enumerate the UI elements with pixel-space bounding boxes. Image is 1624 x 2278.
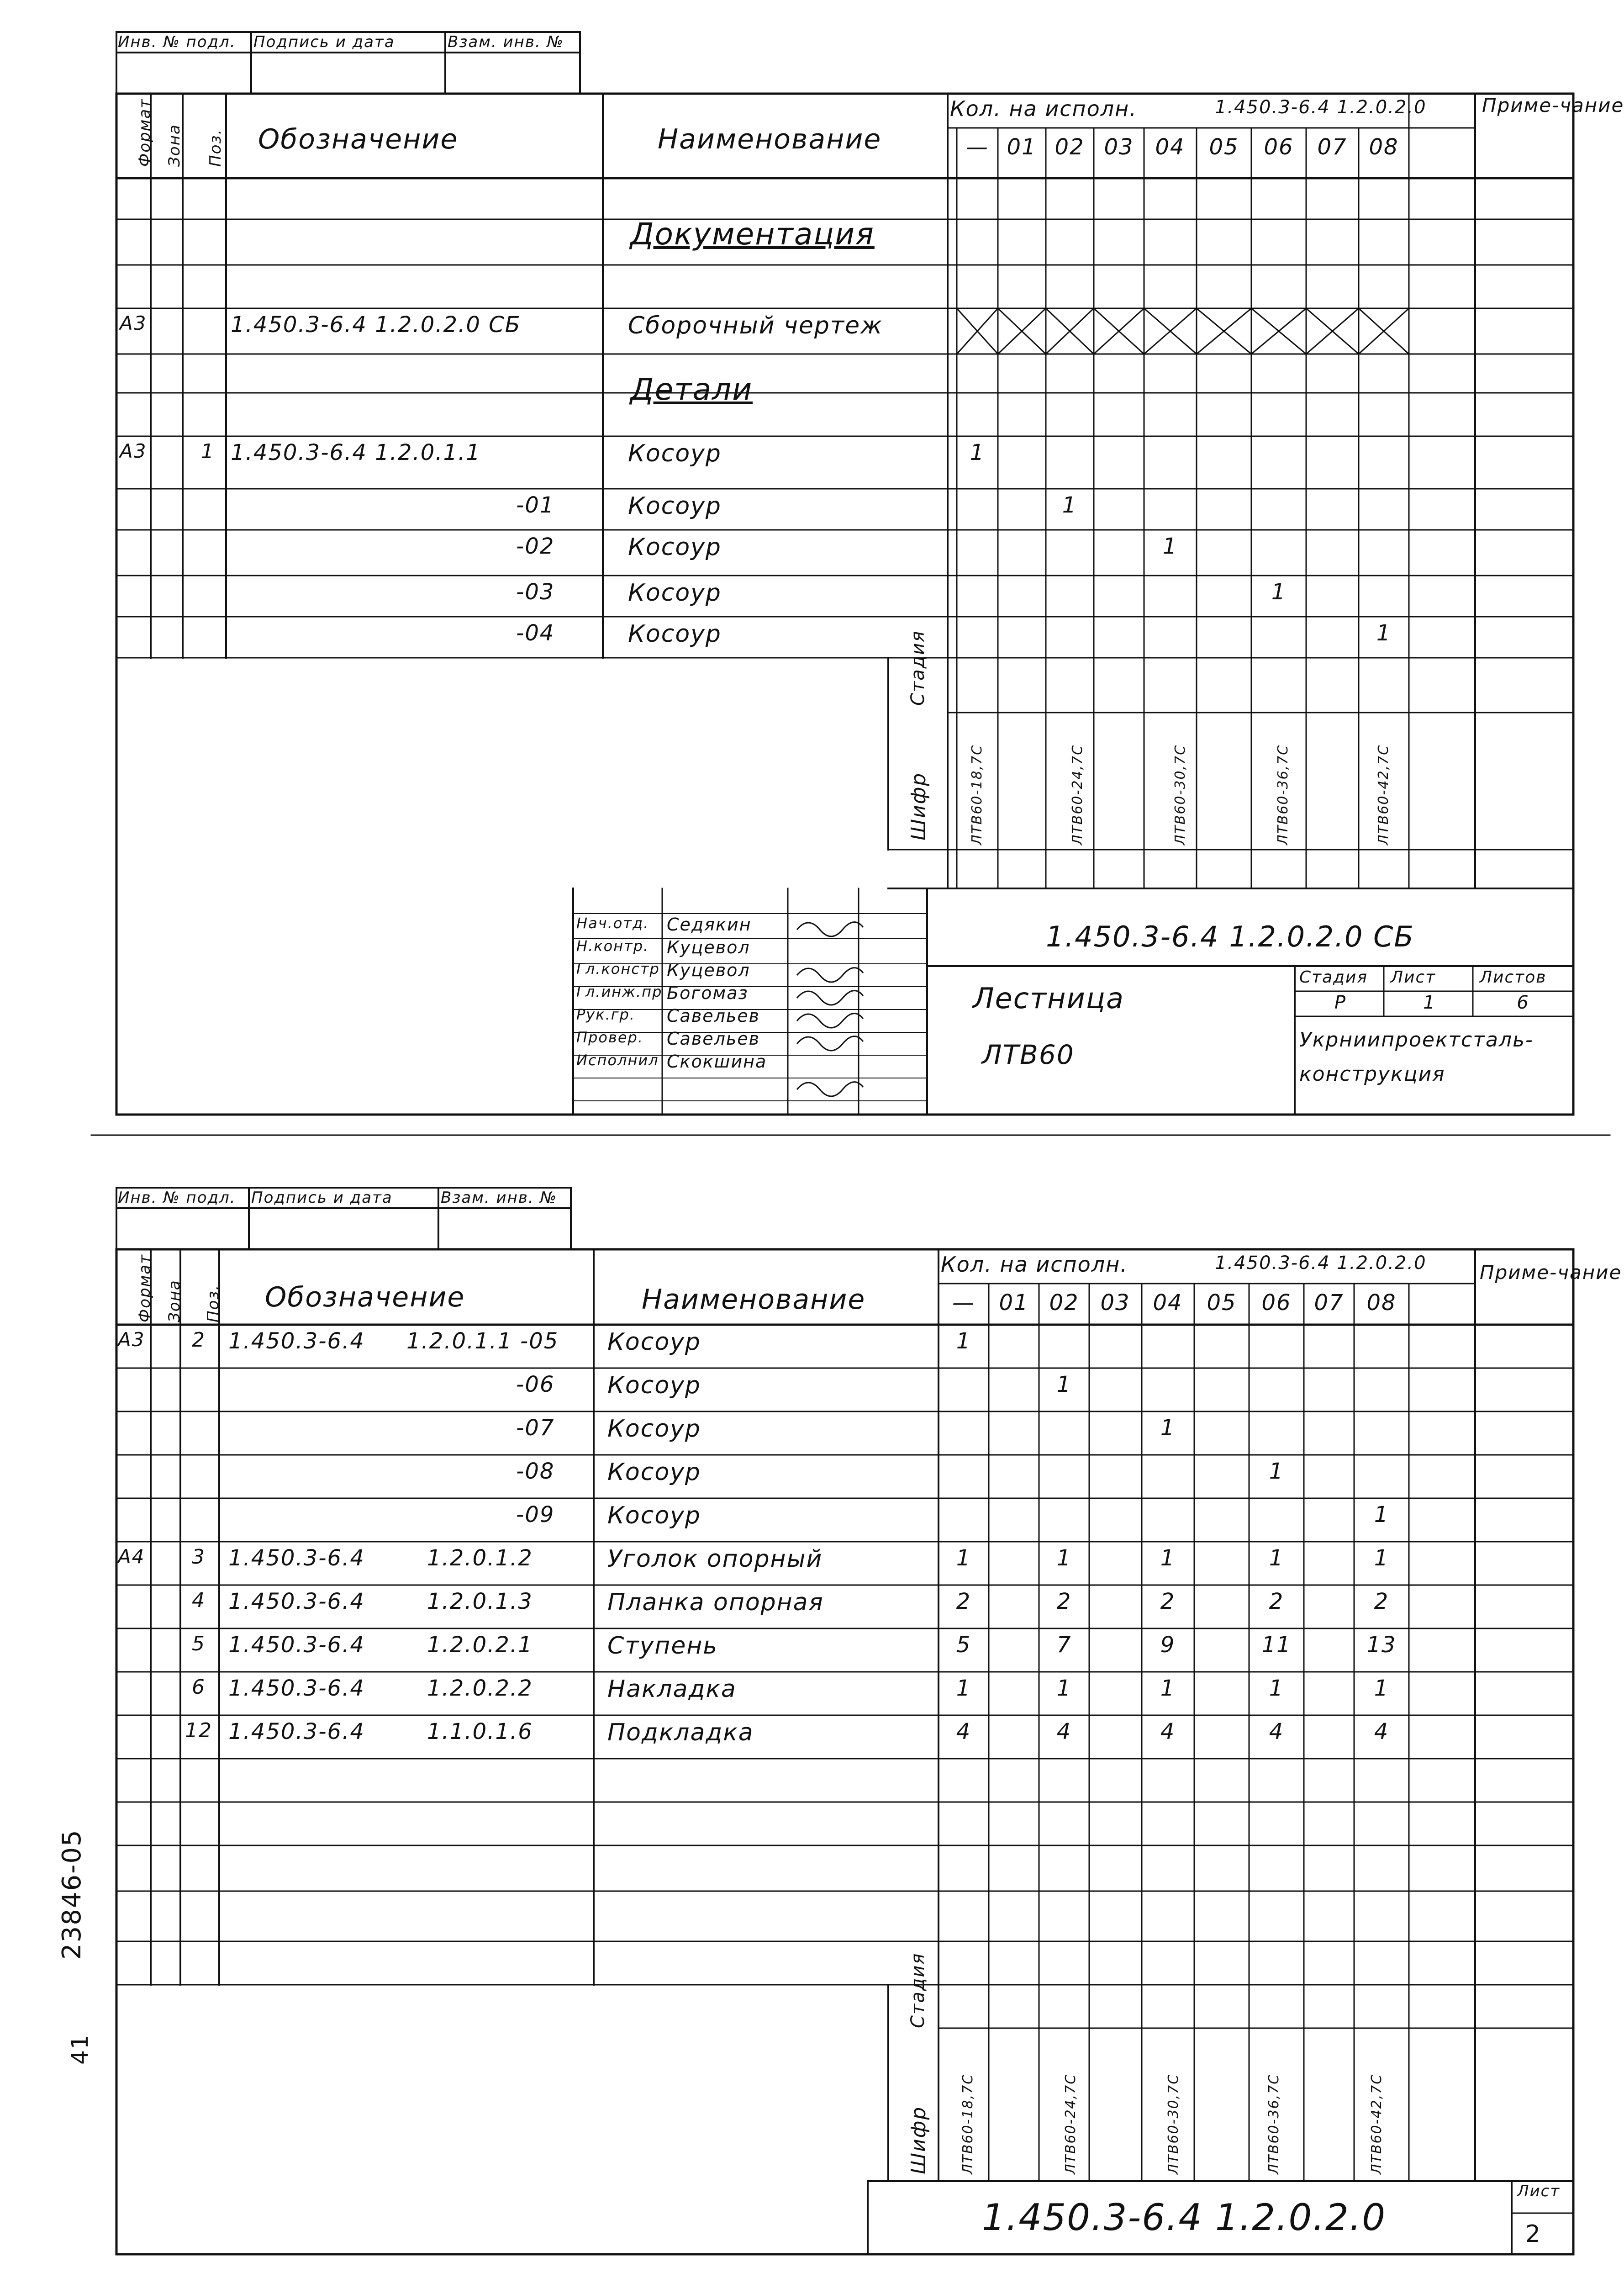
signer-name: Богомаз (667, 983, 749, 1003)
row-quantity-2: 1 (1160, 1415, 1176, 1441)
row-quantity-2: 1 (1269, 1545, 1284, 1571)
row-designation: -03 (516, 579, 555, 605)
signer-role: Н.контр. (576, 937, 649, 955)
organization-line-1: Укрниипроектсталь- (1299, 1028, 1534, 1052)
header-zone-2: Зона (165, 1279, 184, 1322)
variant-07: 07 (1317, 134, 1347, 160)
section-heading: Детали (630, 372, 753, 407)
row-position: 1 (201, 440, 215, 463)
row-quantity-2: 2 (1056, 1589, 1072, 1614)
header-designation: Обозначение (258, 123, 459, 155)
row-quantity-2: 1 (1374, 1545, 1389, 1571)
row-quantity-2: 7 (1056, 1632, 1072, 1658)
stadia-label: Стадия (907, 630, 928, 706)
variant-code: ЛТВ60-30,7С (1172, 744, 1188, 845)
signer-name: Куцевол (667, 960, 750, 980)
header-format-2: Формат (136, 1254, 154, 1322)
signer-role: Нач.отд. (576, 914, 649, 932)
signature-mark (797, 1082, 863, 1096)
row-name: Сборочный чертеж (628, 312, 883, 339)
row-designation-b-2: 1.2.0.2.1 (427, 1632, 533, 1658)
row-quantity-2: 1 (1269, 1675, 1284, 1701)
variant-2-06: 06 (1261, 1290, 1292, 1316)
archive-number: 23846-05 (57, 1829, 87, 1960)
row-quantity-2: 5 (956, 1632, 971, 1658)
variant-base: — (966, 134, 989, 160)
variant-05: 05 (1209, 134, 1239, 160)
variant-code: ЛТВ60-36,7С (1275, 744, 1291, 845)
row-quantity-2: 13 (1366, 1632, 1397, 1658)
row-designation: 1.450.3-6.4 1.2.0.2.0 СБ (231, 312, 521, 338)
document-code-2: 1.450.3-6.4 1.2.0.2.0 (982, 2196, 1387, 2239)
row-quantity-2: 1 (1056, 1675, 1072, 1701)
title-line-1: Лестница (973, 982, 1124, 1015)
row-name-2: Уголок опорный (607, 1545, 823, 1573)
row-quantity-2: 11 (1261, 1632, 1292, 1658)
header-quantity-2: Кол. на исполн. (941, 1252, 1128, 1277)
signer-name: Савельев (667, 1029, 760, 1049)
section-heading: Документация (630, 217, 875, 252)
row-name-2: Косоур (607, 1502, 701, 1529)
variant-08: 08 (1369, 134, 1399, 160)
header-format: Формат (136, 98, 154, 167)
signature-mark (797, 1014, 863, 1028)
variant-code: ЛТВ60-42,7С (1376, 744, 1392, 845)
page-number: 41 (67, 2034, 93, 2065)
variant-2-07: 07 (1314, 1290, 1344, 1316)
row-format-2: А3 (118, 1328, 145, 1351)
row-quantity: 1 (1062, 492, 1077, 518)
row-position-2: 3 (192, 1545, 206, 1569)
row-name: Косоур (628, 534, 722, 561)
row-name: Косоур (628, 579, 722, 607)
signer-name: Савельев (667, 1006, 760, 1026)
row-quantity-2: 1 (1160, 1675, 1176, 1701)
row-format: А3 (120, 312, 147, 334)
row-designation-a-2: 1.450.3-6.4 (228, 1632, 365, 1658)
shifr-label: Шифр (907, 772, 930, 840)
row-position-2: 12 (185, 1719, 212, 1742)
header-quantity-code: 1.450.3-6.4 1.2.0.2.0 (1215, 97, 1427, 118)
row-format: А3 (120, 440, 147, 462)
header-zone: Зона (165, 124, 184, 167)
stadia-label-2: Стадия (907, 1952, 928, 2028)
row-quantity-2: 1 (1374, 1675, 1389, 1701)
row-quantity-2: 9 (1160, 1632, 1176, 1658)
signer-role: Гл.инж.пр (576, 983, 663, 1000)
row-name: Косоур (628, 440, 722, 467)
row-name: Косоур (628, 620, 722, 648)
row-name: Косоур (628, 492, 722, 520)
row-name-2: Косоур (607, 1459, 701, 1486)
signature-mark (797, 991, 863, 1005)
header-name-2: Наименование (642, 1284, 866, 1316)
header-position-2: Поз. (204, 1284, 222, 1322)
row-designation-b-2: -07 (516, 1415, 555, 1441)
variant-code: ЛТВ60-18,7С (969, 744, 985, 845)
inventory-label-2: Инв. № подл. (118, 1189, 236, 1207)
signature-mark (797, 968, 863, 982)
variant-code-2: ЛТВ60-42,7С (1369, 2073, 1385, 2174)
variant-01: 01 (1007, 134, 1037, 160)
variant-2-08: 08 (1366, 1290, 1397, 1316)
row-designation-a-2: 1.450.3-6.4 (228, 1328, 365, 1354)
row-position-2: 5 (192, 1632, 206, 1655)
row-quantity-2: 2 (1269, 1589, 1284, 1614)
header-quantity: Кол. на исполн. (950, 96, 1137, 121)
row-position-2: 6 (192, 1675, 206, 1699)
row-name-2: Косоур (607, 1328, 701, 1356)
row-designation-b-2: 1.1.0.1.6 (427, 1719, 533, 1744)
stadia-header: Стадия (1299, 968, 1368, 987)
row-quantity: 1 (1162, 534, 1178, 559)
row-quantity-2: 4 (1160, 1719, 1176, 1744)
replace-inventory-label-2: Взам. инв. № (441, 1189, 557, 1207)
signer-name: Куцевол (667, 937, 750, 957)
row-quantity-2: 4 (1374, 1719, 1389, 1744)
signature-mark (797, 922, 863, 936)
row-designation-b-2: 1.2.0.1.1 -05 (406, 1328, 559, 1354)
header-name: Наименование (658, 123, 882, 155)
document-code: 1.450.3-6.4 1.2.0.2.0 СБ (1046, 920, 1414, 953)
header-quantity-code-2: 1.450.3-6.4 1.2.0.2.0 (1215, 1253, 1427, 1274)
shifr-label-2: Шифр (907, 2106, 930, 2174)
row-name-2: Ступень (607, 1632, 718, 1660)
variant-2-base: — (952, 1290, 975, 1316)
variant-02: 02 (1055, 134, 1085, 160)
row-designation-b-2: 1.2.0.1.2 (427, 1545, 533, 1571)
row-designation: 1.450.3-6.4 1.2.0.1.1 (231, 440, 481, 465)
signer-name: Седякин (667, 914, 752, 935)
sheet-value: 1 (1423, 992, 1436, 1013)
signature-date-label: Подпись и дата (253, 33, 395, 51)
header-note-2: Приме-чание (1480, 1261, 1622, 1284)
row-designation: -02 (516, 534, 555, 559)
row-quantity: 1 (1376, 620, 1392, 646)
row-quantity: 1 (1271, 579, 1287, 605)
row-quantity-2: 1 (956, 1328, 971, 1354)
sheets-header: Листов (1480, 968, 1547, 987)
header-designation-2: Обозначение (265, 1281, 465, 1313)
variant-code-2: ЛТВ60-36,7С (1266, 2073, 1282, 2174)
row-quantity-2: 4 (1269, 1719, 1284, 1744)
row-name-2: Косоур (607, 1415, 701, 1443)
variant-code: ЛТВ60-24,7С (1070, 744, 1086, 845)
variant-2-02: 02 (1049, 1290, 1079, 1316)
row-designation: -04 (516, 620, 555, 646)
row-designation-b-2: 1.2.0.1.3 (427, 1589, 533, 1614)
row-quantity-2: 1 (1269, 1459, 1284, 1484)
row-name-2: Подкладка (607, 1719, 754, 1746)
variant-code-2: ЛТВ60-18,7С (960, 2073, 976, 2174)
signer-role: Рук.гр. (576, 1006, 636, 1023)
header-note: Приме-чание (1482, 94, 1624, 116)
row-quantity-2: 1 (1056, 1372, 1072, 1397)
row-quantity-2: 1 (1160, 1545, 1176, 1571)
variant-06: 06 (1264, 134, 1294, 160)
inventory-label: Инв. № подл. (118, 33, 236, 51)
variant-2-01: 01 (999, 1290, 1029, 1316)
variant-04: 04 (1155, 134, 1185, 160)
row-name-2: Накладка (607, 1675, 737, 1703)
variant-2-04: 04 (1153, 1290, 1183, 1316)
row-quantity-2: 1 (1056, 1545, 1072, 1571)
signer-role: Провер. (576, 1029, 643, 1046)
row-format-2: А4 (118, 1545, 145, 1568)
row-quantity-2: 2 (1160, 1589, 1176, 1614)
row-designation: -01 (516, 492, 555, 518)
row-quantity-2: 1 (956, 1675, 971, 1701)
row-designation-a-2: 1.450.3-6.4 (228, 1545, 365, 1571)
signer-name: Скокшина (667, 1052, 767, 1072)
row-quantity: 1 (970, 440, 985, 465)
row-position-2: 2 (192, 1328, 206, 1352)
sheet-header-2: Лист (1517, 2182, 1561, 2200)
row-designation-b-2: -08 (516, 1459, 555, 1484)
row-designation-b-2: -09 (516, 1502, 555, 1527)
signature-mark (797, 1036, 863, 1051)
variant-code-2: ЛТВ60-24,7С (1063, 2073, 1079, 2174)
replace-inventory-label: Взам. инв. № (448, 33, 564, 51)
row-quantity-2: 2 (1374, 1589, 1389, 1614)
variant-2-05: 05 (1207, 1290, 1237, 1316)
row-designation-a-2: 1.450.3-6.4 (228, 1719, 365, 1744)
stadia-value: Р (1334, 992, 1347, 1013)
title-line-2: ЛТВ60 (982, 1039, 1075, 1070)
row-quantity-2: 1 (956, 1545, 971, 1571)
variant-03: 03 (1104, 134, 1134, 160)
row-name-2: Планка опорная (607, 1589, 824, 1616)
row-quantity-2: 1 (1374, 1502, 1389, 1527)
signature-date-label-2: Подпись и дата (251, 1189, 393, 1207)
row-name-2: Косоур (607, 1372, 701, 1399)
signer-role: Исполнил (576, 1052, 659, 1069)
sheets-value: 6 (1517, 992, 1529, 1013)
row-designation-b-2: -06 (516, 1372, 555, 1397)
row-position-2: 4 (192, 1589, 206, 1612)
row-quantity-2: 2 (956, 1589, 971, 1614)
header-position: Поз. (206, 128, 225, 167)
row-designation-a-2: 1.450.3-6.4 (228, 1589, 365, 1614)
sheet-value-2: 2 (1525, 2220, 1542, 2248)
row-designation-b-2: 1.2.0.2.2 (427, 1675, 533, 1701)
signer-role: Гл.констр (576, 960, 660, 978)
row-quantity-2: 4 (956, 1719, 971, 1744)
sheet-header: Лист (1391, 968, 1436, 987)
organization-line-2: конструкция (1299, 1062, 1445, 1086)
row-designation-a-2: 1.450.3-6.4 (228, 1675, 365, 1701)
variant-code-2: ЛТВ60-30,7С (1165, 2073, 1181, 2174)
row-quantity-2: 4 (1056, 1719, 1072, 1744)
variant-2-03: 03 (1100, 1290, 1130, 1316)
